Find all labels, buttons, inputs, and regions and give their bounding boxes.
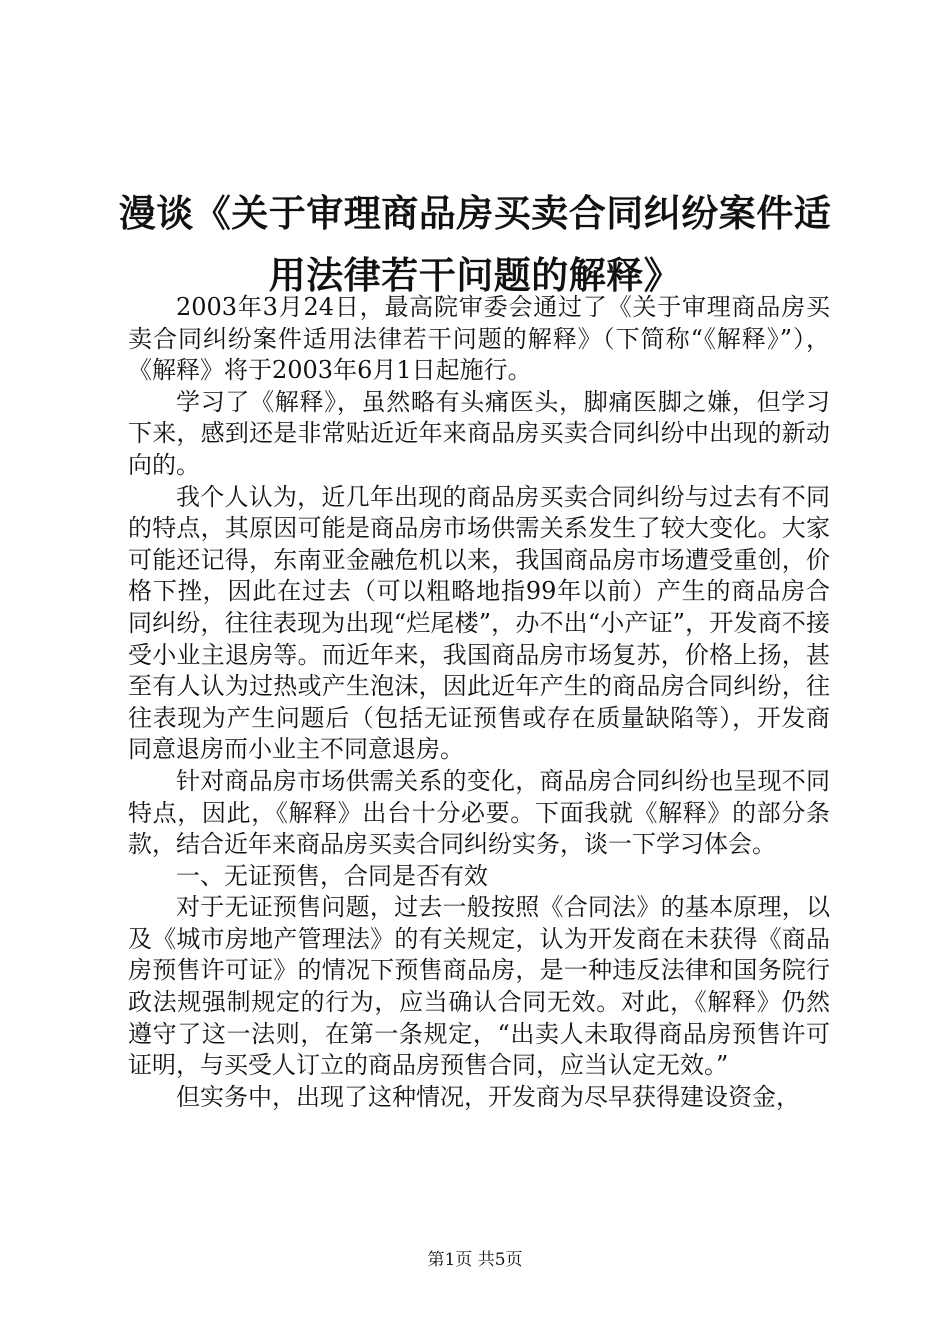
document-body — [128, 292, 830, 1113]
paragraph-1: 2003年3月24日，最高院审委会通过了《关于审理商品房买卖合同纠纷案件适用法律若干问题的解释》（下简称“《解释》”），《解释》将于2003年6月1日起施行。 — [128, 293, 830, 385]
paragraph-5: 对于无证预售问题，过去一般按照《合同法》的基本原理，以及《城市房地产管理法》的有关规定，认为开发商在未获得《商品房预售许可证》的情况下预售商品房，是一种违反法律和国务院行政法规强制规定的行为，应当确认合同无效。对此，《解释》仍然遵守了这一法则，在第一条规定，“出卖人未取得商品房预售许可证明，与买受人订立的商品房预售合同，应当认定无效。” — [128, 893, 830, 1080]
document-title: 漫谈《关于审理商品房买卖合同纠纷案件适用法律若干问题的解释》 — [118, 191, 832, 297]
paragraph-4: 针对商品房市场供需关系的变化，商品房合同纠纷也呈现不同特点，因此，《解释》出台十分必要。下面我就《解释》的部分条款，结合近年来商品房买卖合同纠纷实务，谈一下学习体会。 — [128, 766, 830, 859]
section-heading-1: 一、无证预售，合同是否有效 — [176, 861, 488, 890]
page-footer: 第1页 共5页 — [427, 1250, 523, 1270]
paragraph-6: 但实务中，出现了这种情况，开发商为尽早获得建设资金， — [176, 1082, 800, 1111]
paragraph-3: 我个人认为，近几年出现的商品房买卖合同纠纷与过去有不同的特点，其原因可能是商品房市场供需关系发生了较大变化。大家可能还记得，东南亚金融危机以来，我国商品房市场遭受重创，价格下挫，因此在过去（可以粗略地指99年以前）产生的商品房合同纠纷，往往表现为出现“烂尾楼”，办不出“小产证”，开发商不接受小业主退房等。而近年来，我国商品房市场复苏，价格上扬，甚至有人认为过热或产生泡沫，因此近年产生的商品房合同纠纷，往往表现为产生问题后（包括无证预售或存在质量缺陷等），开发商同意退房而小业主不同意退房。 — [128, 482, 830, 764]
paragraph-2: 学习了《解释》，虽然略有头痛医头，脚痛医脚之嫌，但学习下来，感到还是非常贴近近年来商品房买卖合同纠纷中出现的新动向的。 — [128, 387, 830, 479]
